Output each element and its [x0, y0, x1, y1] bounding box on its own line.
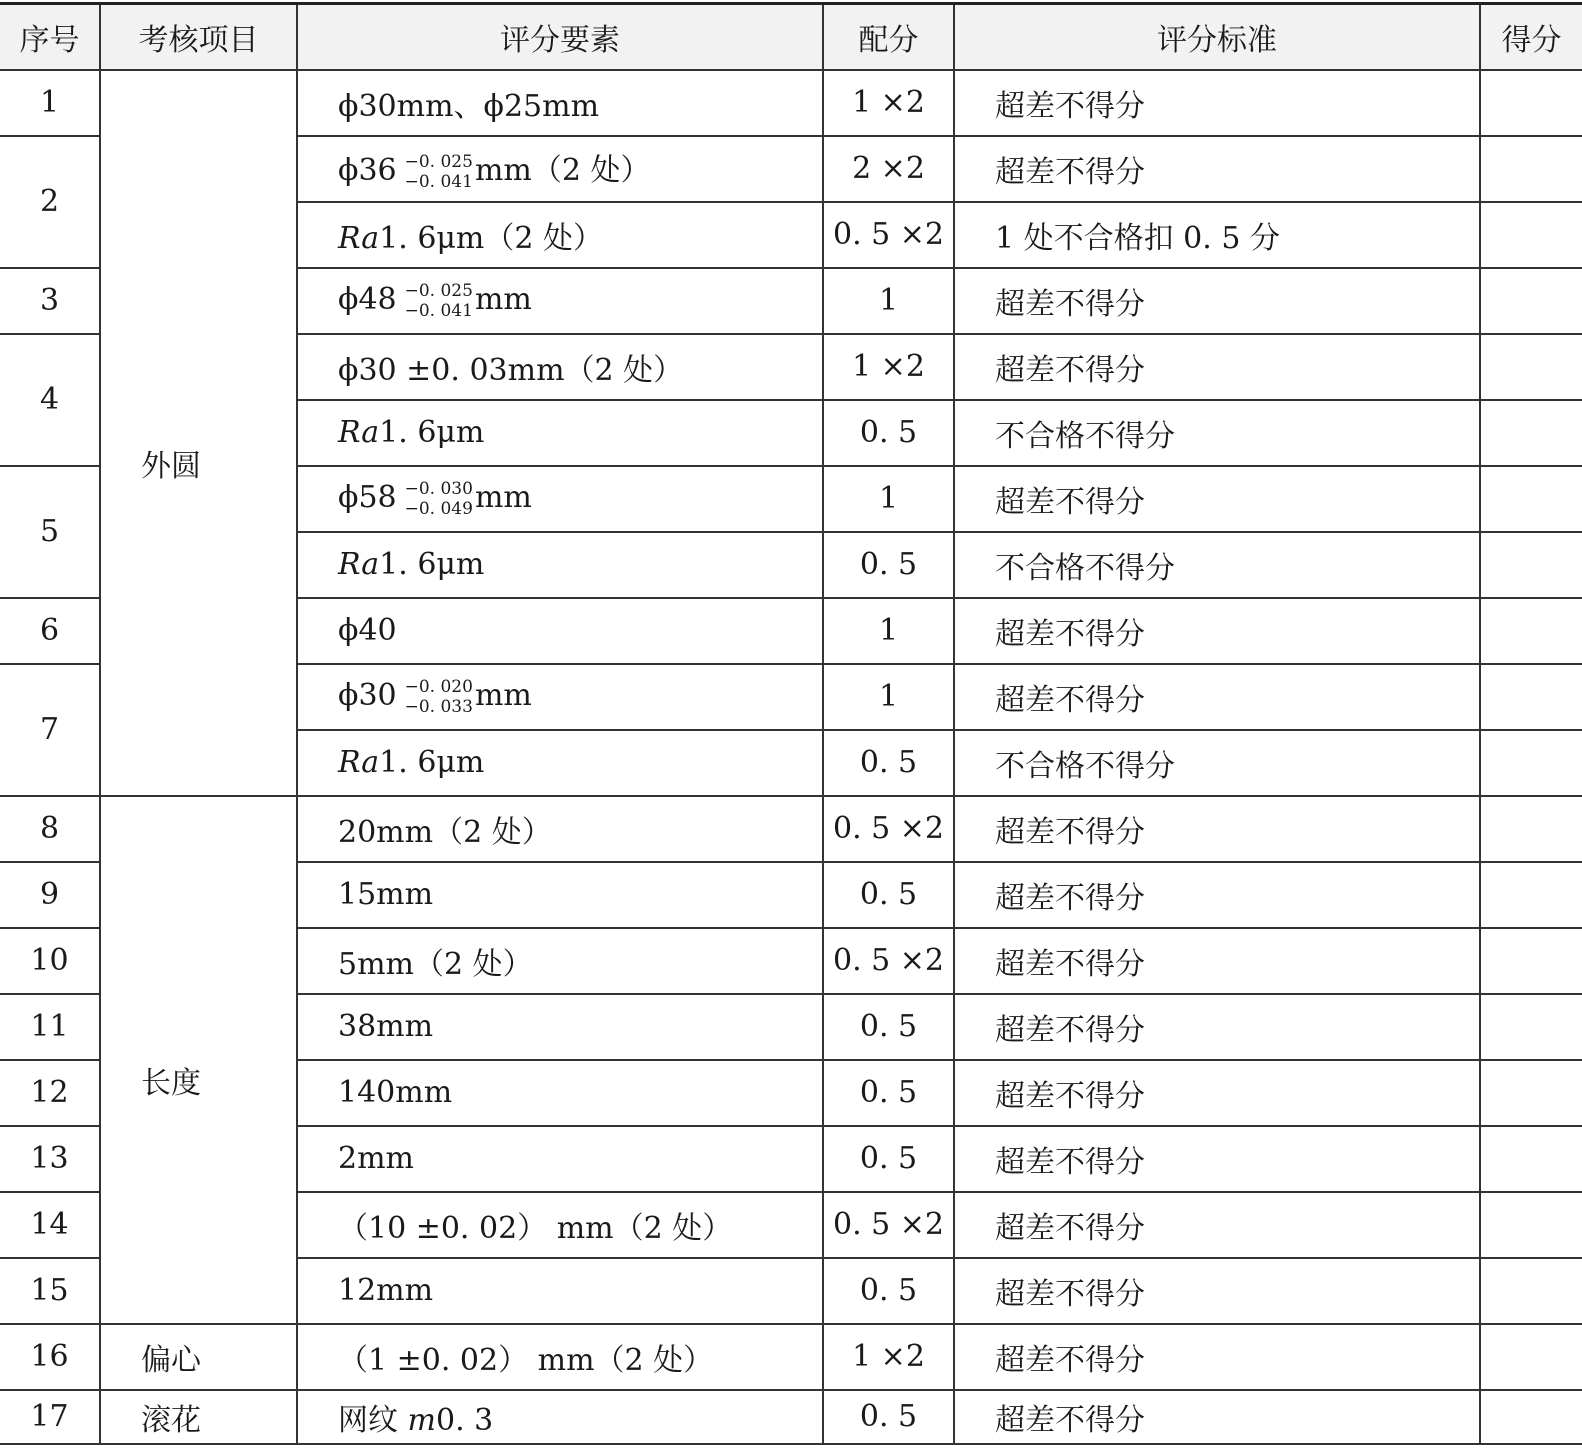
row-element: 38mm [297, 994, 823, 1060]
header-points: 配分 [823, 4, 954, 70]
header-element: 评分要素 [297, 4, 823, 70]
row-score-cell[interactable] [1480, 994, 1582, 1060]
row-no: 11 [0, 994, 100, 1060]
tolerance: −0. 025 −0. 041 [404, 152, 473, 192]
row-standard: 超差不得分 [954, 136, 1480, 202]
row-score-cell[interactable] [1480, 334, 1582, 400]
row-standard: 超差不得分 [954, 268, 1480, 334]
row-points: 1 [823, 598, 954, 664]
row-points: 0. 5 [823, 862, 954, 928]
row-points: 0. 5 [823, 1126, 954, 1192]
row-standard: 超差不得分 [954, 862, 1480, 928]
row-element: （1 ±0. 02） mm（2 处） [297, 1324, 823, 1390]
row-element: ϕ36 −0. 025 −0. 041 mm（2 处） [297, 136, 823, 202]
row-score-cell[interactable] [1480, 730, 1582, 796]
row-element: ϕ58 −0. 030 −0. 049 mm [297, 466, 823, 532]
group-eccentric: 偏心 [100, 1324, 297, 1390]
group-knurl: 滚花 [100, 1390, 297, 1444]
row-points: 2 ×2 [823, 136, 954, 202]
row-element: ϕ30mm、ϕ25mm [297, 70, 823, 136]
tolerance: −0. 025 −0. 041 [404, 280, 473, 321]
table-row [0, 1390, 1582, 1444]
row-points: 0. 5 [823, 1390, 954, 1444]
row-standard: 1 处不合格扣 0. 5 分 [954, 202, 1480, 268]
row-score-cell[interactable] [1480, 1192, 1582, 1258]
row-no: 4 [0, 334, 100, 466]
row-no: 14 [0, 1192, 100, 1258]
row-element: 网纹 m0. 3 [297, 1390, 823, 1444]
group-outer: 外圆 [100, 70, 297, 796]
tolerance: −0. 030 −0. 049 [404, 478, 473, 519]
row-score-cell[interactable] [1480, 466, 1582, 532]
header-row [0, 4, 1582, 70]
row-element: Ra1. 6μm [297, 532, 823, 598]
row-score-cell[interactable] [1480, 1126, 1582, 1192]
row-no: 15 [0, 1258, 100, 1324]
row-points: 0. 5 [823, 400, 954, 466]
row-score-cell[interactable] [1480, 1060, 1582, 1126]
row-no: 13 [0, 1126, 100, 1192]
row-points: 0. 5 ×2 [823, 1192, 954, 1258]
row-element: Ra1. 6μm [297, 730, 823, 796]
row-element: 2mm [297, 1126, 823, 1192]
row-no: 1 [0, 70, 100, 136]
header-item: 考核项目 [100, 4, 297, 70]
row-element: 12mm [297, 1258, 823, 1324]
row-standard: 不合格不得分 [954, 532, 1480, 598]
row-score-cell[interactable] [1480, 532, 1582, 598]
row-no: 3 [0, 268, 100, 334]
row-element: 20mm（2 处） [297, 796, 823, 862]
row-standard: 超差不得分 [954, 70, 1480, 136]
row-points: 0. 5 ×2 [823, 928, 954, 994]
group-length: 长度 [100, 796, 297, 1324]
row-element: ϕ48 −0. 025 −0. 041 mm [297, 268, 823, 334]
row-points: 1 [823, 268, 954, 334]
row-standard: 超差不得分 [954, 1126, 1480, 1192]
table-row [0, 70, 1582, 136]
row-element: 140mm [297, 1060, 823, 1126]
header-no: 序号 [0, 4, 100, 70]
row-score-cell[interactable] [1480, 202, 1582, 268]
row-score-cell[interactable] [1480, 598, 1582, 664]
row-points: 1 ×2 [823, 1324, 954, 1390]
row-standard: 不合格不得分 [954, 730, 1480, 796]
row-score-cell[interactable] [1480, 1390, 1582, 1444]
row-score-cell[interactable] [1480, 862, 1582, 928]
row-standard: 超差不得分 [954, 1324, 1480, 1390]
row-points: 1 ×2 [823, 70, 954, 136]
row-points: 0. 5 ×2 [823, 796, 954, 862]
row-score-cell[interactable] [1480, 796, 1582, 862]
row-standard: 超差不得分 [954, 664, 1480, 730]
row-no: 8 [0, 796, 100, 862]
row-points: 0. 5 [823, 1258, 954, 1324]
row-standard: 超差不得分 [954, 928, 1480, 994]
row-standard: 超差不得分 [954, 1060, 1480, 1126]
row-standard: 超差不得分 [954, 1192, 1480, 1258]
row-element: ϕ30 ±0. 03mm（2 处） [297, 334, 823, 400]
row-standard: 超差不得分 [954, 994, 1480, 1060]
row-element: ϕ30 −0. 020 −0. 033 mm [297, 664, 823, 730]
row-points: 0. 5 [823, 730, 954, 796]
row-score-cell[interactable] [1480, 268, 1582, 334]
row-no: 9 [0, 862, 100, 928]
row-no: 17 [0, 1390, 100, 1444]
row-points: 0. 5 ×2 [823, 202, 954, 268]
row-standard: 超差不得分 [954, 1390, 1480, 1444]
row-no: 5 [0, 466, 100, 598]
row-points: 0. 5 [823, 532, 954, 598]
scoring-table [0, 2, 1582, 1445]
row-no: 6 [0, 598, 100, 664]
row-standard: 超差不得分 [954, 334, 1480, 400]
row-no: 2 [0, 136, 100, 268]
row-points: 0. 5 [823, 994, 954, 1060]
row-standard: 超差不得分 [954, 466, 1480, 532]
row-standard: 超差不得分 [954, 598, 1480, 664]
row-element: ϕ40 [297, 598, 823, 664]
row-no: 10 [0, 928, 100, 994]
row-standard: 超差不得分 [954, 1258, 1480, 1324]
row-points: 1 [823, 664, 954, 730]
row-standard: 不合格不得分 [954, 400, 1480, 466]
row-no: 7 [0, 664, 100, 796]
row-points: 1 [823, 466, 954, 532]
row-points: 0. 5 [823, 1060, 954, 1126]
row-score-cell[interactable] [1480, 664, 1582, 730]
row-score-cell[interactable] [1480, 1258, 1582, 1324]
table-row [0, 796, 1582, 862]
row-score-cell[interactable] [1480, 136, 1582, 202]
row-points: 1 ×2 [823, 334, 954, 400]
header-score: 得分 [1480, 4, 1582, 70]
row-element: Ra1. 6μm（2 处） [297, 202, 823, 268]
row-no: 12 [0, 1060, 100, 1126]
row-element: 15mm [297, 862, 823, 928]
row-element: （10 ±0. 02） mm（2 处） [297, 1192, 823, 1258]
row-element: Ra1. 6μm [297, 400, 823, 466]
row-score-cell[interactable] [1480, 1324, 1582, 1390]
row-no: 16 [0, 1324, 100, 1390]
row-standard: 超差不得分 [954, 796, 1480, 862]
row-score-cell[interactable] [1480, 400, 1582, 466]
row-score-cell[interactable] [1480, 70, 1582, 136]
row-element: 5mm（2 处） [297, 928, 823, 994]
tolerance: −0. 020 −0. 033 [404, 676, 473, 717]
table-row [0, 1324, 1582, 1390]
header-standard: 评分标准 [954, 4, 1480, 70]
row-score-cell[interactable] [1480, 928, 1582, 994]
